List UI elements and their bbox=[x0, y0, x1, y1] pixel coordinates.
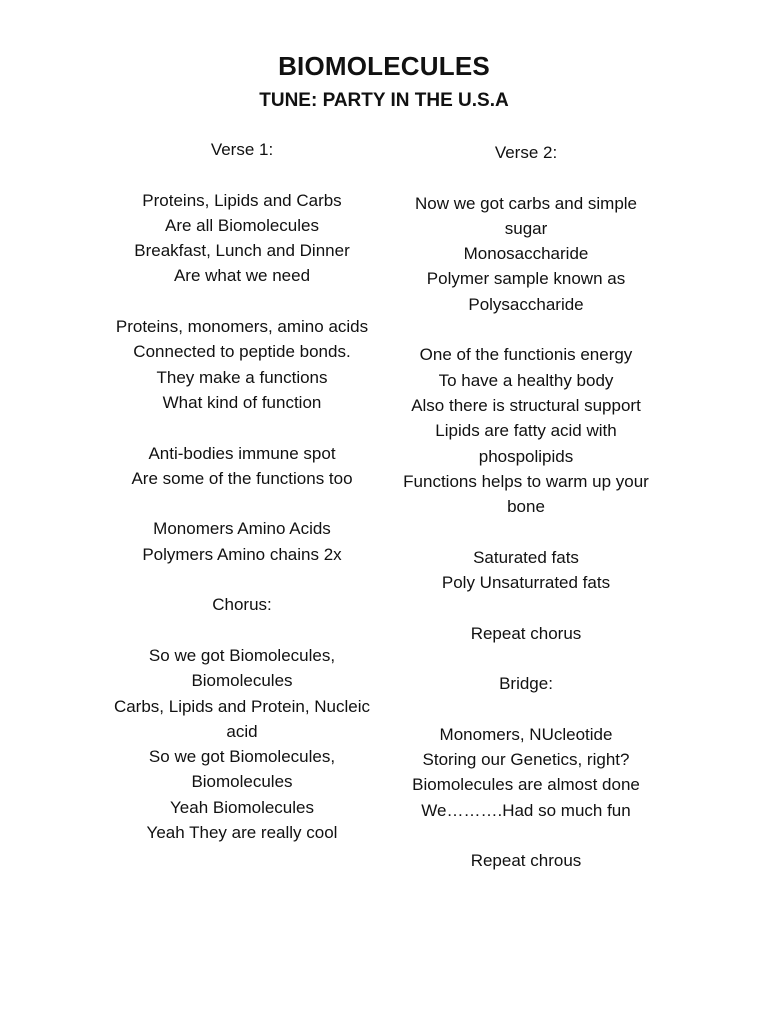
right-stanza bbox=[392, 342, 660, 519]
right-stanza bbox=[392, 191, 660, 317]
lyric-line: Functions helps to warm up your bone bbox=[403, 471, 649, 517]
lyric-line: Lipids are fatty acid with phospolipids bbox=[435, 421, 617, 466]
lyric-line: Proteins, monomers, amino acids bbox=[115, 317, 369, 337]
lyric-line: To have a healthy body bbox=[438, 370, 614, 390]
left-stanza bbox=[112, 441, 372, 492]
left-stanza bbox=[112, 516, 372, 567]
lyric-line: Poly Unsaturrated fats bbox=[441, 573, 611, 593]
right-stanza bbox=[392, 140, 660, 165]
left-stanza bbox=[112, 592, 372, 617]
right-stanza bbox=[392, 621, 660, 646]
lyric-line: Polymers Amino chains 2x bbox=[142, 544, 342, 564]
lyric-line: Breakfast, Lunch and Dinner bbox=[134, 241, 350, 261]
lyric-line: Saturated fats bbox=[473, 547, 579, 567]
lyric-line: Polysaccharide bbox=[468, 294, 584, 314]
lyric-line: Now we got carbs and simple sugar bbox=[414, 193, 638, 238]
right-stanza bbox=[392, 545, 660, 596]
lyric-line: One of the functionis energy bbox=[419, 345, 633, 365]
lyric-line: Proteins, Lipids and Carbs bbox=[142, 190, 342, 210]
page-subtitle: TUNE: PARTY IN THE U.S.A bbox=[259, 90, 509, 111]
lyric-line: What kind of function bbox=[162, 392, 322, 412]
lyric-line: We……….Had so much fun bbox=[421, 800, 631, 820]
lyric-line: Carbs, Lipids and Protein, Nucleic acid bbox=[113, 696, 371, 741]
lyric-line: So we got Biomolecules, Biomolecules bbox=[148, 747, 336, 792]
lyric-line: Yeah They are really cool bbox=[146, 823, 338, 843]
lyric-line: Anti-bodies immune spot bbox=[148, 443, 336, 463]
lyric-line: Polymer sample known as bbox=[426, 269, 626, 289]
right-stanza bbox=[392, 722, 660, 823]
lyric-line: Repeat chrous bbox=[470, 851, 582, 871]
lyric-line: Yeah Biomolecules bbox=[170, 797, 314, 817]
lyric-line: Storing our Genetics, right? bbox=[422, 750, 630, 770]
lyric-line: Verse 2: bbox=[494, 143, 558, 162]
right-stanza bbox=[392, 671, 660, 696]
lyric-line: Also there is structural support bbox=[411, 395, 641, 415]
lyric-line: So we got Biomolecules, Biomolecules bbox=[148, 645, 336, 691]
left-stanza bbox=[112, 137, 372, 162]
lyric-line: They make a functions bbox=[156, 367, 328, 387]
lyric-line: Are some of the functions too bbox=[131, 468, 353, 488]
lyric-line: Monosaccharide bbox=[463, 244, 589, 264]
lyric-line: Are what we need bbox=[173, 266, 311, 286]
left-stanza bbox=[112, 188, 372, 289]
lyric-line: Monomers, NUcleotide bbox=[439, 724, 613, 744]
page-title: BIOMOLECULES bbox=[278, 51, 490, 81]
right-lyrics-column bbox=[392, 140, 660, 899]
left-lyrics-column bbox=[112, 137, 372, 871]
lyric-line: Verse 1: bbox=[210, 140, 274, 159]
right-stanza bbox=[392, 848, 660, 873]
left-stanza bbox=[112, 643, 372, 845]
lyric-line: Biomolecules are almost done bbox=[412, 775, 640, 795]
left-stanza bbox=[112, 314, 372, 415]
lyric-line: Connected to peptide bonds. bbox=[133, 342, 351, 362]
lyric-line: Repeat chorus bbox=[470, 623, 582, 643]
lyric-line: Bridge: bbox=[499, 674, 553, 694]
lyric-line: Monomers Amino Acids bbox=[153, 519, 331, 539]
lyric-line: Are all Biomolecules bbox=[164, 215, 319, 235]
lyric-line: Chorus: bbox=[212, 595, 272, 615]
